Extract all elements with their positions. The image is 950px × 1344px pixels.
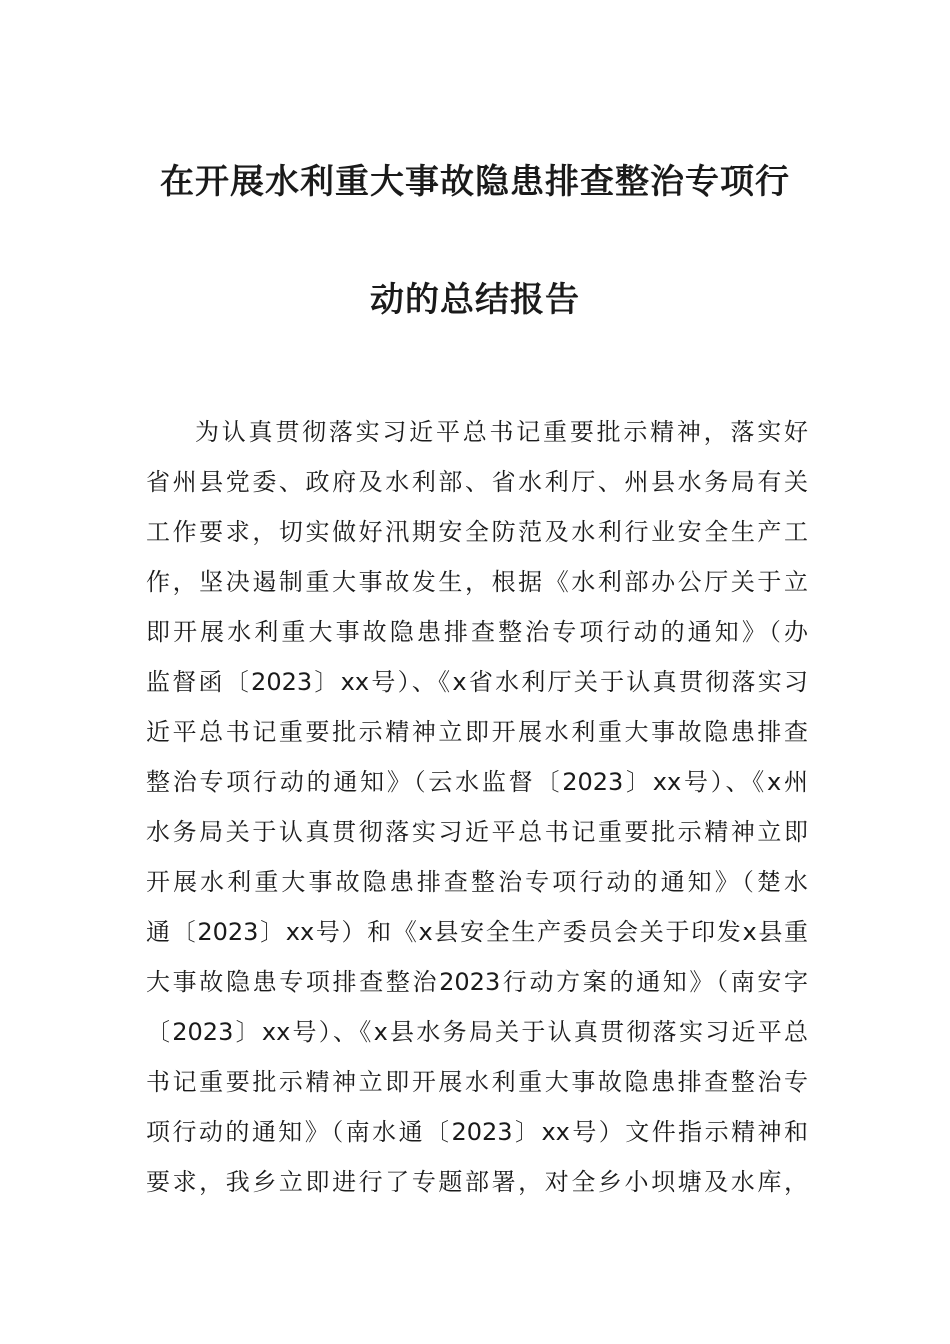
body-text-line: 为认真贯彻落实习近平总书记重要批示精神，落实好 [195, 418, 808, 446]
body-text-line: 整治专项行动的通知》（云水监督〔2023〕xx号）、《x州 [146, 768, 808, 796]
body-text-line: 省州县党委、政府及水利部、省水利厅、州县水务局有关 [146, 468, 808, 496]
body-text-line: 大事故隐患专项排查整治2023行动方案的通知》（南安字 [146, 968, 808, 996]
body-text-line: 水务局关于认真贯彻落实习近平总书记重要批示精神立即 [146, 818, 808, 846]
body-text-line: 书记重要批示精神立即开展水利重大事故隐患排查整治专 [146, 1068, 808, 1096]
body-text-line: 通〔2023〕xx号）和《x县安全生产委员会关于印发x县重 [146, 918, 808, 946]
body-text-line: 近平总书记重要批示精神立即开展水利重大事故隐患排查 [146, 718, 808, 746]
body-text-line: 监督函〔2023〕xx号）、《x省水利厅关于认真贯彻落实习 [146, 668, 808, 696]
body-text-line: 工作要求，切实做好汛期安全防范及水利行业安全生产工 [146, 518, 808, 546]
document-title-line-1: 在开展水利重大事故隐患排查整治专项行 [160, 162, 790, 202]
body-text-line: 〔2023〕xx号）、《x县水务局关于认真贯彻落实习近平总 [146, 1018, 808, 1046]
document-title-line-2: 动的总结报告 [370, 280, 580, 320]
body-text-line: 开展水利重大事故隐患排查整治专项行动的通知》（楚水 [146, 868, 808, 896]
body-text-line: 项行动的通知》（南水通〔2023〕xx号）文件指示精神和 [146, 1118, 808, 1146]
body-text-line: 要求，我乡立即进行了专题部署，对全乡小坝塘及水库， [146, 1168, 808, 1196]
body-text-line: 即开展水利重大事故隐患排查整治专项行动的通知》（办 [146, 618, 808, 646]
body-text-line: 作，坚决遏制重大事故发生，根据《水利部办公厅关于立 [146, 568, 808, 596]
